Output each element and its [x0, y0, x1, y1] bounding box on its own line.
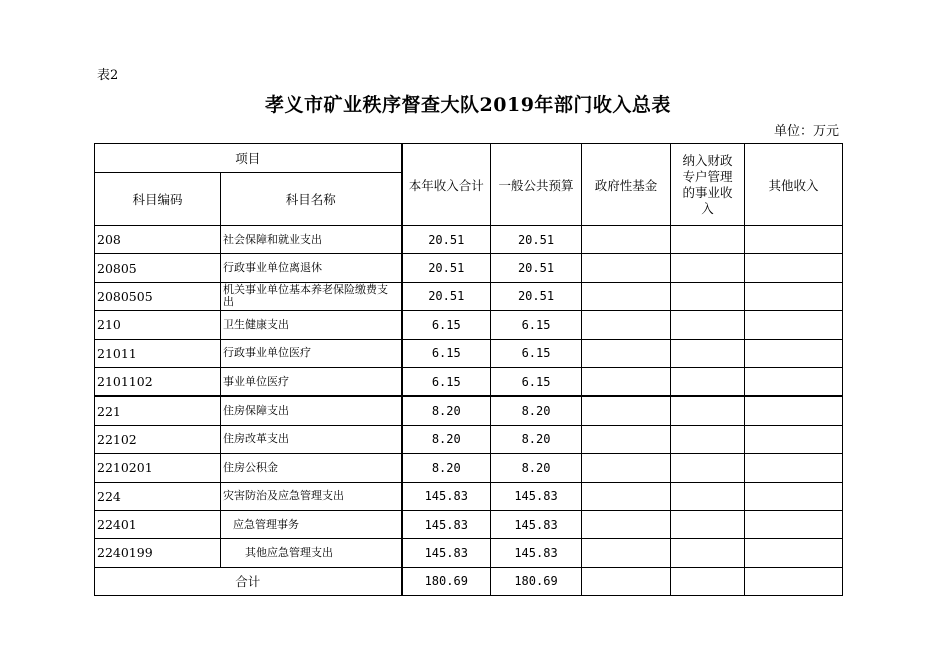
government-fund-sum: [582, 567, 671, 595]
other-income-sum: [745, 567, 843, 595]
government-fund-cell: [582, 510, 671, 538]
subject-name-cell: 应急管理事务: [221, 510, 402, 538]
total-label: 合计: [95, 567, 402, 595]
government-fund-cell: [582, 226, 671, 254]
special-account-income-cell: [671, 396, 745, 425]
government-fund-cell: [582, 311, 671, 339]
special-account-income-cell: [671, 367, 745, 396]
total-income-cell: 8.20: [402, 454, 491, 482]
government-fund-cell: [582, 282, 671, 310]
total-income-cell: 145.83: [402, 510, 491, 538]
table-row: [95, 367, 843, 396]
general-budget-cell: 145.83: [491, 482, 582, 510]
subject-code-cell: 221: [95, 396, 221, 425]
total-income-cell: 20.51: [402, 254, 491, 282]
subject-name-cell: 事业单位医疗: [221, 367, 402, 396]
subject-code-cell: 22102: [95, 425, 221, 453]
total-income-cell: 8.20: [402, 396, 491, 425]
subject-code-cell: 2080505: [95, 282, 221, 310]
special-account-income-cell: [671, 482, 745, 510]
subject-name-cell: 住房保障支出: [221, 396, 402, 425]
general-budget-cell: 6.15: [491, 367, 582, 396]
general-budget-cell: 8.20: [491, 425, 582, 453]
general-budget-cell: 6.15: [491, 339, 582, 367]
other-income-cell: [745, 282, 843, 310]
total-income-cell: 145.83: [402, 539, 491, 567]
special-account-income-cell: [671, 454, 745, 482]
special-account-income-cell: [671, 282, 745, 310]
general-budget-cell: 20.51: [491, 226, 582, 254]
header-total: 本年收入合计: [402, 144, 491, 226]
table-row: [95, 396, 843, 425]
other-income-cell: [745, 425, 843, 453]
subject-name-cell: 行政事业单位医疗: [221, 339, 402, 367]
government-fund-cell: [582, 482, 671, 510]
general-budget-cell: 20.51: [491, 254, 582, 282]
subject-name-cell: 其他应急管理支出: [221, 539, 402, 567]
total-income-cell: 145.83: [402, 482, 491, 510]
other-income-cell: [745, 339, 843, 367]
table-row: [95, 454, 843, 482]
header-subject-code: 科目编码: [95, 173, 221, 226]
total-income-cell: 20.51: [402, 282, 491, 310]
subject-name-cell: 卫生健康支出: [221, 311, 402, 339]
general-budget-cell: 6.15: [491, 311, 582, 339]
other-income-cell: [745, 367, 843, 396]
special-account-income-cell: [671, 425, 745, 453]
table-label: 表2: [97, 68, 119, 83]
special-account-income-cell: [671, 539, 745, 567]
subject-code-cell: 2240199: [95, 539, 221, 567]
subject-code-cell: 208: [95, 226, 221, 254]
subject-name-cell: 住房公积金: [221, 454, 402, 482]
total-income-cell: 20.51: [402, 226, 491, 254]
general-budget-cell: 20.51: [491, 282, 582, 310]
general-budget-sum: 180.69: [491, 567, 582, 595]
total-income-cell: 6.15: [402, 367, 491, 396]
special-account-income-sum: [671, 567, 745, 595]
table-row: [95, 482, 843, 510]
other-income-cell: [745, 482, 843, 510]
government-fund-cell: [582, 425, 671, 453]
subject-name-cell: 住房改革支出: [221, 425, 402, 453]
subject-code-cell: 2210201: [95, 454, 221, 482]
table-row: [95, 510, 843, 538]
other-income-cell: [745, 226, 843, 254]
table-row: [95, 254, 843, 282]
other-income-cell: [745, 510, 843, 538]
other-income-cell: [745, 539, 843, 567]
subject-name-cell: 社会保障和就业支出: [221, 226, 402, 254]
page-title: 孝义市矿业秩序督查大队2019年部门收入总表: [265, 94, 671, 116]
total-income-sum: 180.69: [402, 567, 491, 595]
special-account-income-cell: [671, 339, 745, 367]
general-budget-cell: 8.20: [491, 454, 582, 482]
special-account-income-cell: [671, 254, 745, 282]
special-account-income-cell: [671, 510, 745, 538]
header-special-account-income: 纳入财政专户管理的事业收入: [671, 144, 745, 226]
government-fund-cell: [582, 454, 671, 482]
other-income-cell: [745, 254, 843, 282]
subject-code-cell: 210: [95, 311, 221, 339]
subject-name-cell: 灾害防治及应急管理支出: [221, 482, 402, 510]
subject-code-cell: 21011: [95, 339, 221, 367]
other-income-cell: [745, 311, 843, 339]
table-row: [95, 311, 843, 339]
special-account-income-cell: [671, 311, 745, 339]
subject-code-cell: 224: [95, 482, 221, 510]
government-fund-cell: [582, 396, 671, 425]
total-income-cell: 8.20: [402, 425, 491, 453]
header-general-budget: 一般公共预算: [491, 144, 582, 226]
total-row: [95, 567, 843, 595]
subject-code-cell: 2101102: [95, 367, 221, 396]
subject-code-cell: 20805: [95, 254, 221, 282]
government-fund-cell: [582, 367, 671, 396]
total-income-cell: 6.15: [402, 339, 491, 367]
table-row: [95, 282, 843, 310]
subject-code-cell: 22401: [95, 510, 221, 538]
header-government-fund: 政府性基金: [582, 144, 671, 226]
subject-name-cell: 行政事业单位离退休: [221, 254, 402, 282]
table-row: [95, 539, 843, 567]
general-budget-cell: 8.20: [491, 396, 582, 425]
general-budget-cell: 145.83: [491, 539, 582, 567]
header-project: 项目: [95, 144, 402, 173]
table-row: [95, 425, 843, 453]
header-subject-name: 科目名称: [221, 173, 402, 226]
unit-label: 单位：万元: [773, 124, 839, 139]
table-row: [95, 226, 843, 254]
other-income-cell: [745, 454, 843, 482]
total-income-cell: 6.15: [402, 311, 491, 339]
special-account-income-cell: [671, 226, 745, 254]
table-row: [95, 339, 843, 367]
government-fund-cell: [582, 539, 671, 567]
subject-name-cell: 机关事业单位基本养老保险缴费支出: [221, 282, 402, 310]
other-income-cell: [745, 396, 843, 425]
general-budget-cell: 145.83: [491, 510, 582, 538]
government-fund-cell: [582, 339, 671, 367]
government-fund-cell: [582, 254, 671, 282]
header-other-income: 其他收入: [745, 144, 843, 226]
income-summary-table: [94, 143, 843, 596]
